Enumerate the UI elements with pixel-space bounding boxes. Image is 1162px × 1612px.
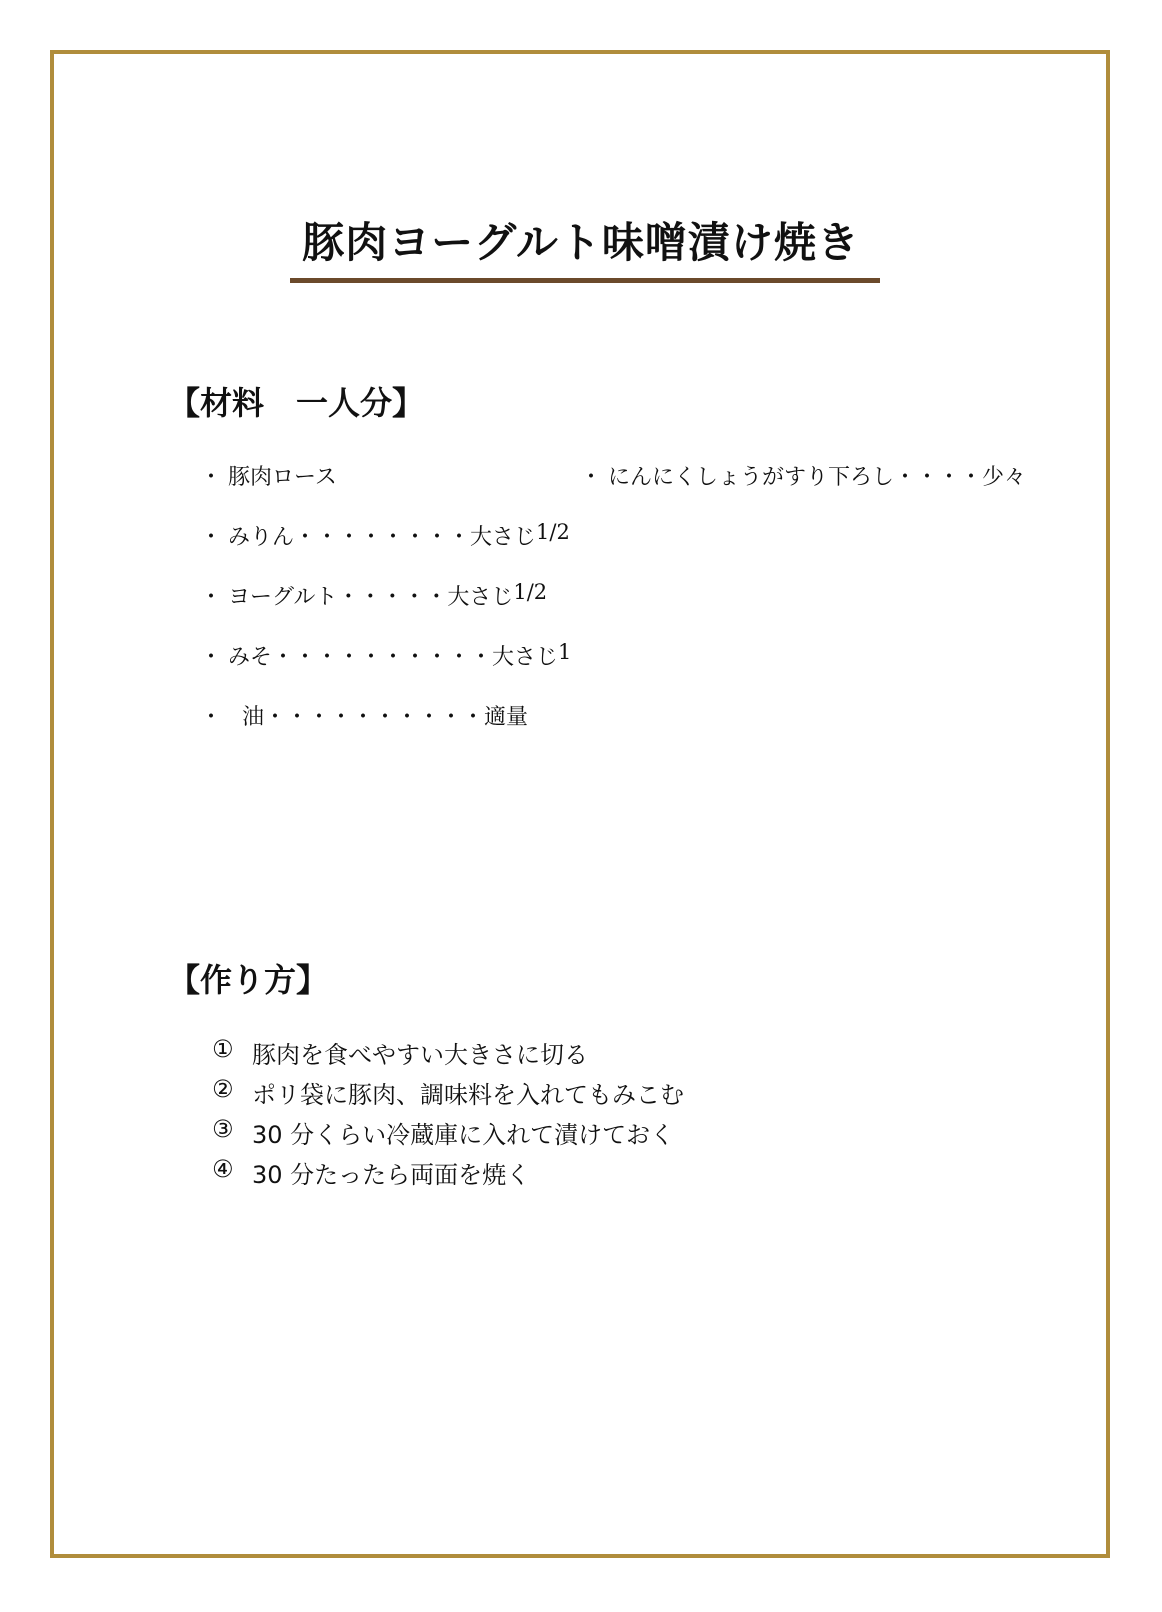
ingredients-list bbox=[200, 460, 571, 760]
ingredient-item bbox=[200, 580, 571, 640]
ingredient-item bbox=[200, 700, 571, 760]
ingredient-dots: ・・・・ bbox=[894, 465, 983, 490]
method-heading: 【作り方】 bbox=[168, 961, 329, 999]
step-number: ① bbox=[212, 1035, 234, 1063]
ingredient-name: にんにくしょうがすり下ろし bbox=[608, 465, 895, 490]
ingredient-name: 豚肉ロース bbox=[228, 465, 337, 490]
step-number: ④ bbox=[212, 1155, 234, 1183]
step-text: ポリ袋に豚肉、調味料を入れてもみこむ bbox=[252, 1081, 684, 1109]
ingredient-amount: 大さじ bbox=[470, 525, 537, 550]
ingredient-amount: 大さじ bbox=[492, 645, 559, 670]
step-text: 豚肉を食べやすい大きさに切る bbox=[252, 1041, 588, 1069]
ingredient-item bbox=[200, 520, 571, 580]
ingredient-dots: ・・・・・ bbox=[337, 585, 448, 610]
bullet: ・ bbox=[200, 585, 223, 610]
ingredient-name: 油 bbox=[228, 705, 264, 730]
method-step bbox=[212, 1035, 684, 1075]
step-number: ③ bbox=[212, 1115, 234, 1143]
title-underline bbox=[290, 278, 880, 283]
ingredient-amount: 大さじ bbox=[447, 585, 514, 610]
ingredient-item bbox=[200, 460, 571, 520]
bullet: ・ bbox=[200, 645, 223, 670]
ingredient-amount-number: 1/2 bbox=[536, 520, 570, 544]
ingredient-dots: ・・・・・・・・ bbox=[294, 525, 471, 550]
method-step bbox=[212, 1075, 684, 1115]
recipe-title: 豚肉ヨーグルト味噌漬け焼き bbox=[302, 218, 860, 267]
step-number: ② bbox=[212, 1075, 234, 1103]
ingredient-name: ヨーグルト bbox=[228, 585, 338, 610]
ingredient-amount: 適量 bbox=[484, 705, 529, 730]
ingredient-name: みりん bbox=[228, 525, 295, 550]
ingredient-dots: ・・・・・・・・・・ bbox=[264, 705, 485, 730]
step-text: 30 分たったら両面を焼く bbox=[252, 1161, 531, 1189]
ingredient-amount-number: 1/2 bbox=[513, 580, 548, 604]
method-step bbox=[212, 1115, 684, 1155]
ingredient-name: みそ bbox=[228, 645, 273, 670]
bullet: ・ bbox=[200, 705, 223, 730]
ingredient-item-right bbox=[580, 460, 1026, 491]
bullet: ・ bbox=[200, 465, 223, 490]
bullet: ・ bbox=[200, 525, 223, 550]
method-steps bbox=[212, 1035, 684, 1195]
step-text: 30 分くらい冷蔵庫に入れて漬けておく bbox=[252, 1121, 675, 1149]
ingredient-amount-number: 1 bbox=[558, 640, 572, 664]
page-frame bbox=[50, 50, 1110, 1558]
ingredient-amount: 少々 bbox=[982, 465, 1027, 490]
ingredient-item bbox=[200, 640, 571, 700]
ingredients-heading: 【材料 一人分】 bbox=[168, 384, 425, 422]
method-step bbox=[212, 1155, 684, 1195]
bullet: ・ bbox=[580, 465, 603, 490]
ingredient-dots: ・・・・・・・・・・ bbox=[272, 645, 493, 670]
